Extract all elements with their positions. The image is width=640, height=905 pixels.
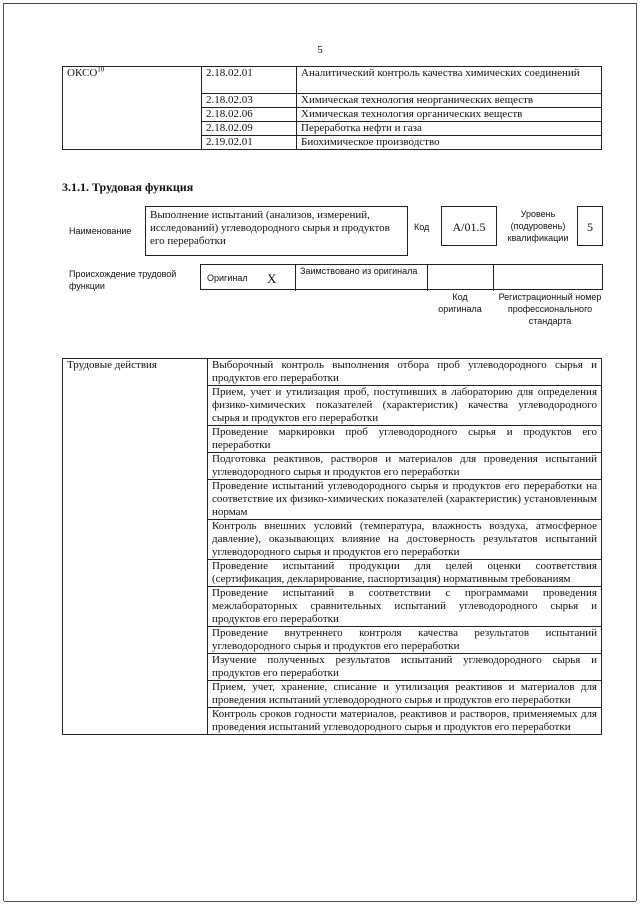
labor-action: Прием, учет, хранение, списание и утилизация реактивов и материалов для проведения испытаний углеводородного сырья и продуктов его переработки [208, 681, 602, 708]
labor-action: Проведение испытаний в соответствии с программами проведения межлабораторных сравнительных испытаний углеводородного сырья и продуктов его переработки [208, 587, 602, 627]
function-level-box: 5 [577, 206, 603, 246]
table-row [63, 359, 602, 386]
labor-actions-table [62, 358, 602, 735]
labor-action: Контроль сроков годности материалов, реактивов и растворов, применяемых для проведения испытаний углеводородного сырья и продуктов его переработки [208, 708, 602, 735]
okso-label-cell [63, 67, 202, 150]
okso-code: 2.18.02.03 [202, 94, 297, 108]
labor-action: Выборочный контроль выполнения отбора проб углеводородного сырья и продуктов его переработки [208, 359, 602, 386]
page-border-bottom [4, 901, 636, 902]
okso-label: ОКСО [67, 67, 98, 79]
function-name-box: Выполнение испытаний (анализов, измерений, исследований) углеводородного сырья и продуктов его переработки [145, 206, 408, 256]
okso-code: 2.19.02.01 [202, 136, 297, 150]
section-heading: 3.1.1. Трудовая функция [62, 180, 194, 194]
labor-action: Контроль внешних условий (температура, влажность воздуха, атмосферное давление), оказывающих влияние на достоверность результатов испытаний углеводородного сырья и продуктов его переработки [208, 520, 602, 560]
code-original-cell [427, 265, 493, 291]
okso-code: 2.18.02.06 [202, 108, 297, 122]
page-border-top [4, 3, 636, 4]
okso-name: Биохимическое производство [297, 136, 602, 150]
labor-action: Проведение испытаний углеводородного сырья и продуктов его переработки на соответствие их физико-химических показателей (характеристик) установленным нормам [208, 480, 602, 520]
okso-name: Химическая технология неорганических веществ [297, 94, 602, 108]
okso-code: 2.18.02.01 [202, 67, 297, 94]
okso-table [62, 66, 602, 150]
okso-name: Химическая технология органических веществ [297, 108, 602, 122]
okso-code: 2.18.02.09 [202, 122, 297, 136]
okso-name: Переработка нефти и газа [297, 122, 602, 136]
original-label: Оригинал [207, 273, 248, 283]
level-label: Уровень (подуровень) квалификации [507, 209, 569, 243]
borrowed-label: Заимствовано из оригинала [300, 266, 418, 276]
labor-action: Прием, учет и утилизация проб, поступивших в лабораторию для определения физико-химических показателей (характеристик) качества углеводородного сырья и продуктов его переработки [208, 386, 602, 426]
reg-number-label: Регистрационный номер профессионального стандарта [498, 292, 602, 326]
reg-number-cell [493, 265, 603, 291]
labor-action: Изучение полученных результатов испытаний углеводородного сырья и продуктов его переработки [208, 654, 602, 681]
page-border-right [636, 3, 637, 901]
origin-label: Происхождение трудовой функции [69, 269, 177, 291]
labor-action: Проведение испытаний продукции для целей оценки соответствия (сертификация, декларирование, паспортизация) нормативным требованиям [208, 560, 602, 587]
name-label: Наименование [69, 226, 132, 236]
borrowed-cell [295, 265, 427, 291]
labor-action: Подготовка реактивов, растворов и материалов для проведения испытаний углеводородного сырья и продуктов его переработки [208, 453, 602, 480]
labor-actions-label: Трудовые действия [63, 359, 208, 735]
original-mark: X [267, 271, 277, 286]
okso-name: Аналитический контроль качества химических соединений [297, 67, 602, 94]
labor-action: Проведение внутреннего контроля качества результатов испытаний углеводородного сырья и продуктов его переработки [208, 627, 602, 654]
code-label: Код [414, 222, 430, 232]
function-code-box: A/01.5 [441, 206, 497, 246]
table-row [63, 67, 602, 94]
origin-row [200, 264, 603, 290]
labor-action: Проведение маркировки проб углеводородного сырья и продуктов его переработки [208, 426, 602, 453]
page-number: 5 [317, 44, 323, 56]
page-border-left [3, 3, 4, 901]
code-original-label: Код оригинала [438, 292, 482, 314]
okso-footnote: 10 [97, 65, 105, 74]
